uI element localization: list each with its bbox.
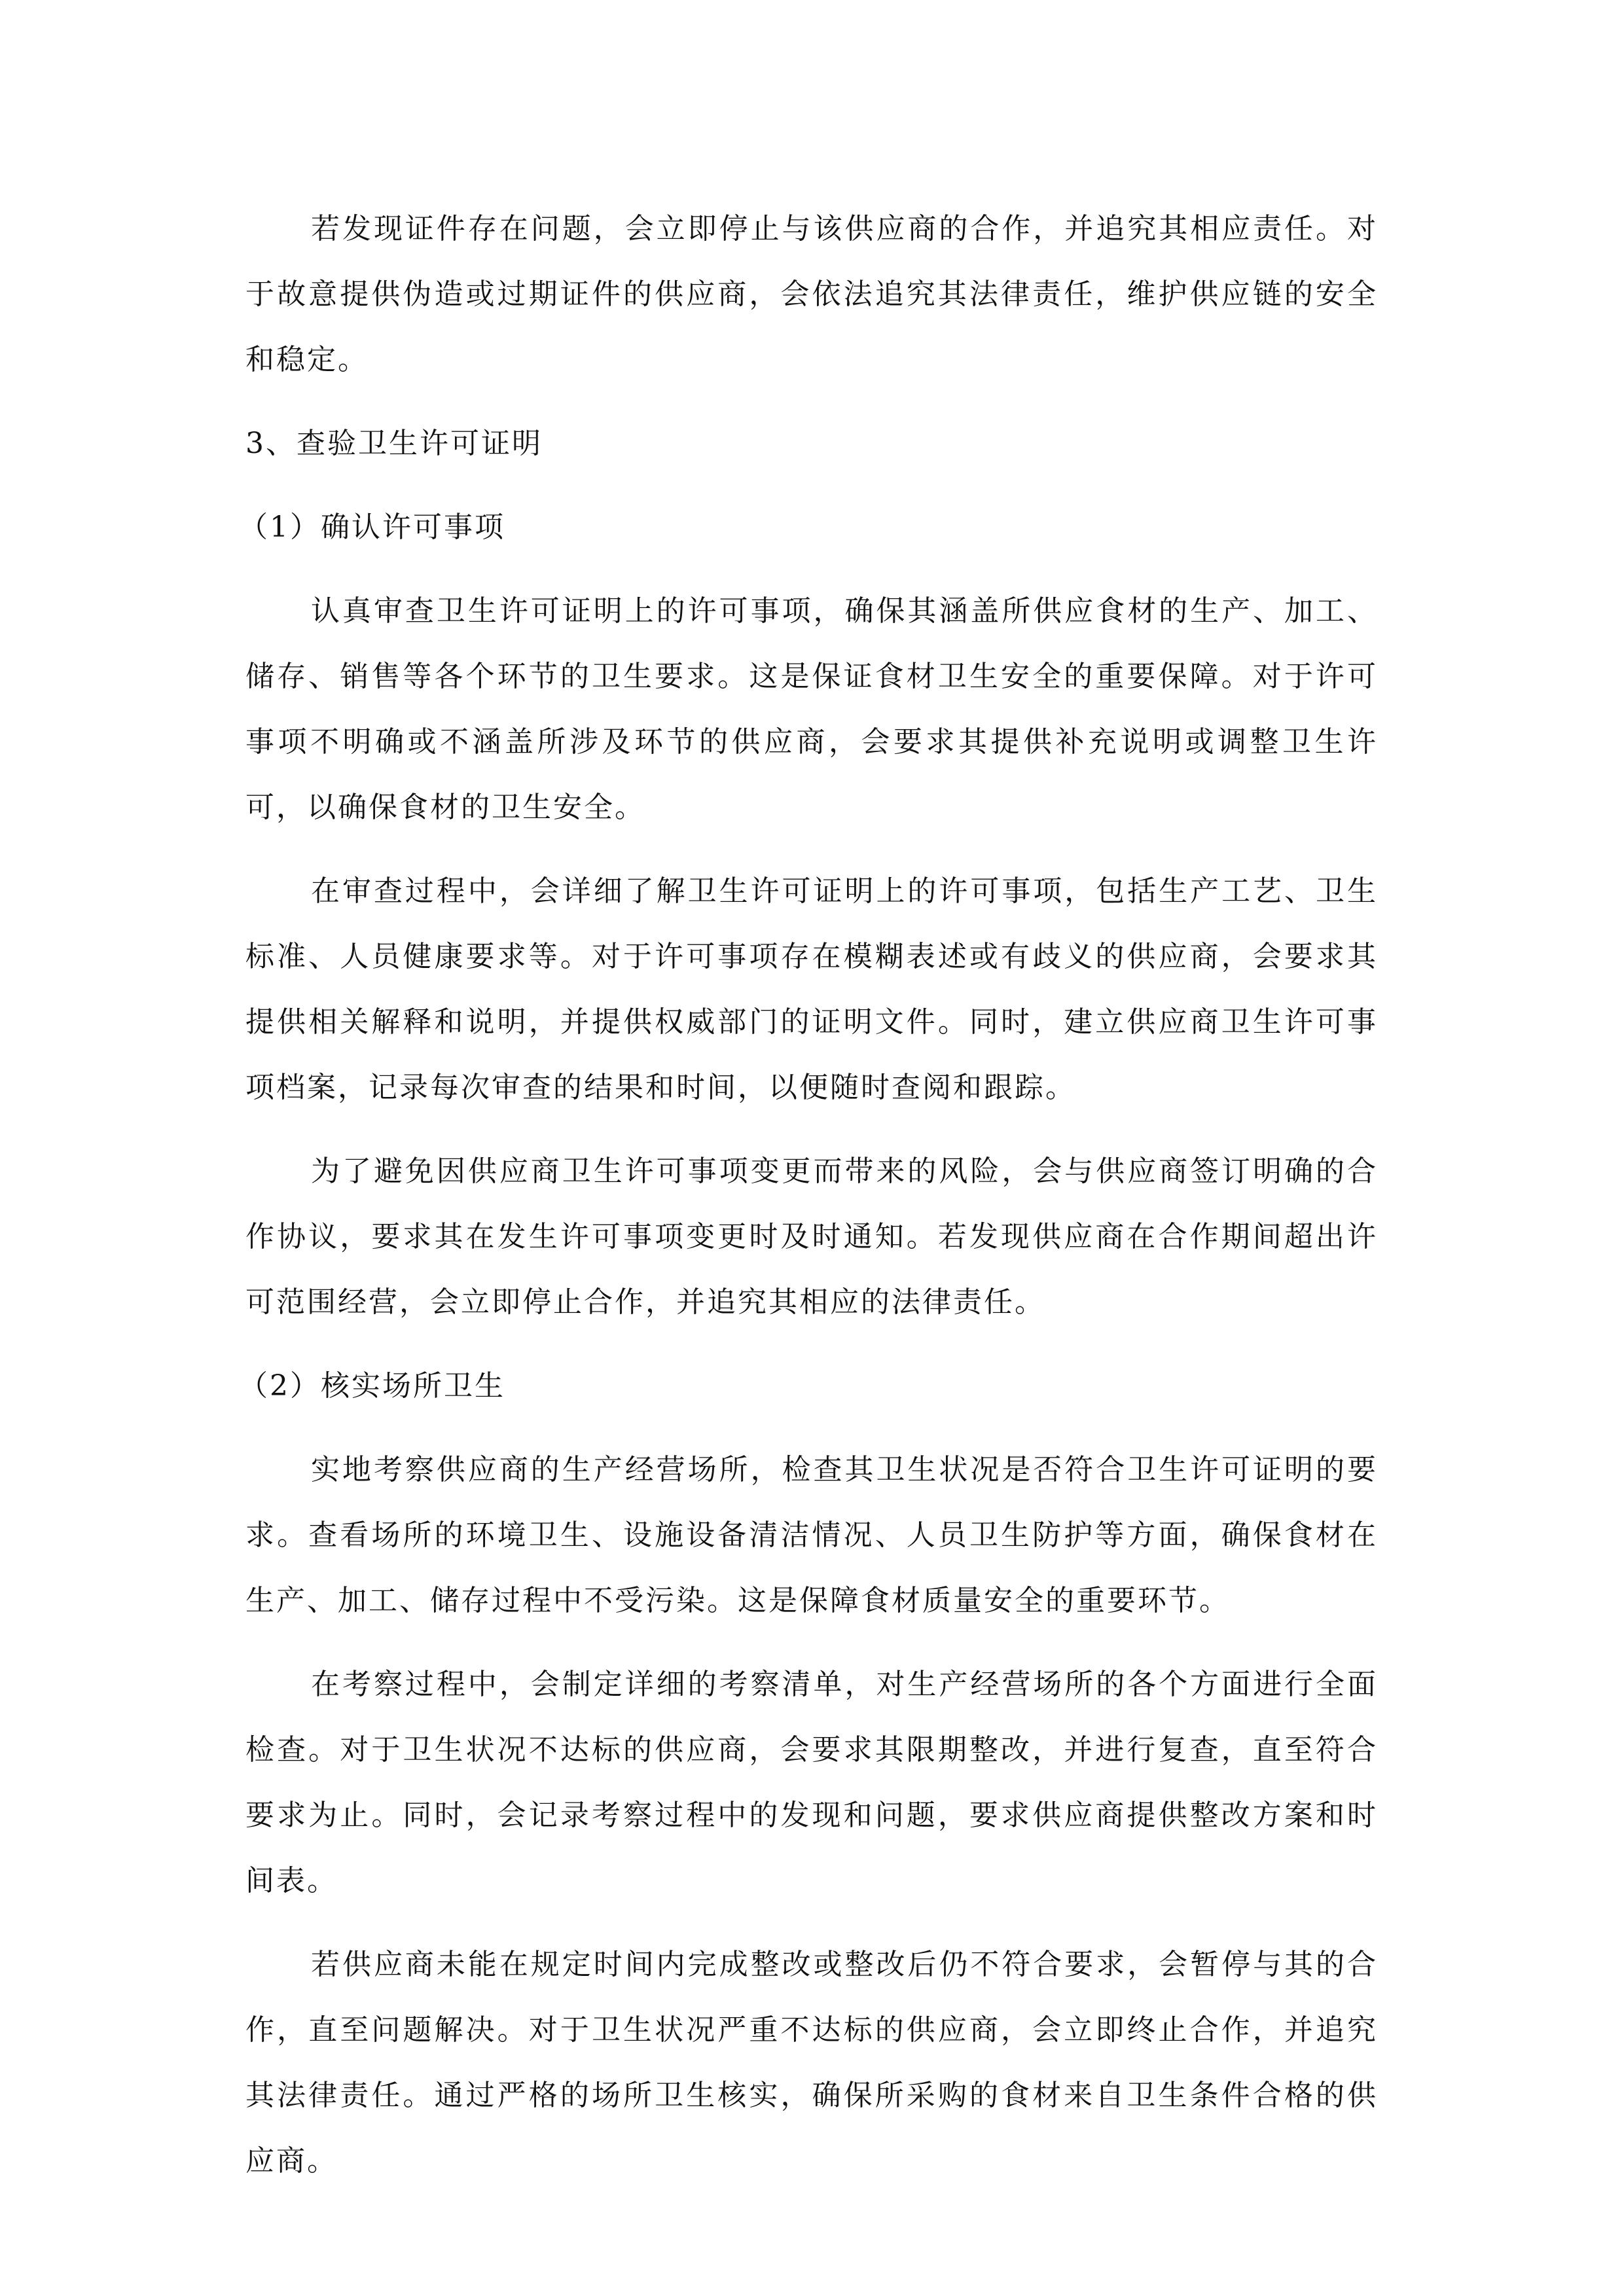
paragraph-review-process: 在审查过程中，会详细了解卫生许可证明上的许可事项，包括生产工艺、卫生标准、人员健康要求等。对于许可事项存在模糊表述或有歧义的供应商，会要求其提供相关解释和说明，并提供权威部门的证明文件。同时，建立供应商卫生许可事项档案，记录每次审查的结果和时间，以便随时查阅和跟踪。 <box>245 874 1378 1104</box>
paragraph-inspection-process: 在考察过程中，会制定详细的考察清单，对生产经营场所的各个方面进行全面检查。对于卫生状况不达标的供应商，会要求其限期整改，并进行复查，直至符合要求为止。同时，会记录考察过程中的发现和问题，要求供应商提供整改方案和时间表。 <box>245 1668 1378 1897</box>
paragraph-permit-change-risk: 为了避免因供应商卫生许可事项变更而带来的风险，会与供应商签订明确的合作协议，要求其在发生许可事项变更时及时通知。若发现供应商在合作期间超出许可范围经营，会立即停止合作，并追究其相应的法律责任。 <box>245 1155 1378 1319</box>
paragraph-certificate-problems: 若发现证件存在问题，会立即停止与该供应商的合作，并追究其相应责任。对于故意提供伪造或过期证件的供应商，会依法追究其法律责任，维护供应链的安全和稳定。 <box>245 212 1378 376</box>
paragraph-review-permit-items: 认真审查卫生许可证明上的许可事项，确保其涵盖所供应食材的生产、加工、储存、销售等各个环节的卫生要求。这是保证食材卫生安全的重要保障。对于许可事项不明确或不涵盖所涉及环节的供应商，会要求其提供补充说明或调整卫生许可，以确保食材的卫生安全。 <box>245 594 1378 824</box>
subheading-confirm-permit-items: （1）确认许可事项 <box>239 511 505 544</box>
paragraph-rectification-failure: 若供应商未能在规定时间内完成整改或整改后仍不符合要求，会暂停与其的合作，直至问题解决。对于卫生状况严重不达标的供应商，会立即终止合作，并追究其法律责任。通过严格的场所卫生核实，确保所采购的食材来自卫生条件合格的供应商。 <box>245 1948 1378 2178</box>
subheading-verify-site-hygiene: （2）核实场所卫生 <box>239 1369 505 1403</box>
paragraph-site-inspection: 实地考察供应商的生产经营场所，检查其卫生状况是否符合卫生许可证明的要求。查看场所的环境卫生、设施设备清洁情况、人员卫生防护等方面，确保食材在生产、加工、储存过程中不受污染。这是保障食材质量安全的重要环节。 <box>245 1453 1378 1617</box>
section-heading-hygiene-permit: 3、查验卫生许可证明 <box>245 427 543 460</box>
document-body <box>239 196 1378 2212</box>
